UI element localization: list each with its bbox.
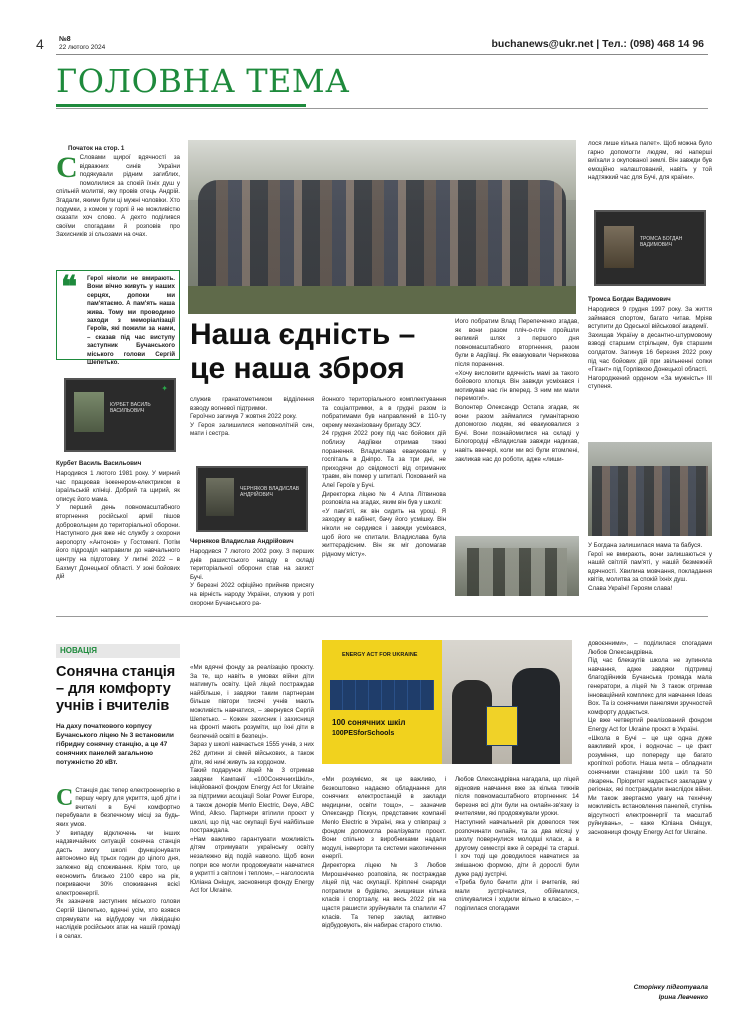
news-col3-text: «Ми розуміємо, як це важливо, і безкоштовно надаємо обладнання для сонячних електростанцій в заклади медицини, освіти тощо», – зазначив Олександр Піскун, представник компанії Menlo Electric в Україні, яка у співпраці з фондом допомогла реалізувати проєкт. Вони спільно з виробниками надали модулі, інвертори та системи накопичення енергії. Директорка ліцею № 3 Любов Мирошніченко розповіла, як постраждав ліцей під час окупації. Кріплені снаряди потрапили в будівлю, знищивши кілька класів і спортзалу, на весь 2022 рік на щастя рашисти зруйнували та спалили 47 класів. Та тепер заклад активно відбудовують, він набирає старого стилю. <box>322 776 446 930</box>
speakers-photo <box>455 536 579 596</box>
photo-figures <box>467 548 567 596</box>
person-right <box>512 668 560 764</box>
page-header <box>32 36 708 52</box>
headline-line2: це наша зброя <box>190 352 405 385</box>
soldier-portrait <box>206 478 234 516</box>
tromsa-text: Народився 9 грудня 1997 року. За життя займався спортом, багато читав. Мріяв вступити до Одеської військової академії. Захищав Україну в десантно-штурмовому взводі старшим стрільцем, був старшим солдатом. Загинув 16 березня 2022 року під час бойових дій при звільненні сопки «Гігант» під Горлівкою Донецької області. Нагороджений орденом «За мужність» III ступеня. <box>588 306 712 391</box>
banner-logo: ENERGY ACT FOR UKRAINE <box>342 652 418 658</box>
section-title-rule <box>56 108 708 109</box>
memorial-plaque-tromsa <box>594 210 706 286</box>
plaque-name: ЧЕРНЯКОВ ВЛАДИСЛАВ АНДРІЙОВИЧ <box>240 486 300 498</box>
news-headline: Сонячна станція – для комфорту учнів і вчителів <box>56 664 176 714</box>
news-col4-text: Любов Олександрівна нагадала, що ліцей відновив навчання вже за кілька тижнів після повномасштабного вторгнення: 14 березня всі діти були на онлайн-зв'язку із вчителями, які продовжували уроки. Наступний навчальний рік довелося теж розпочинати онлайн, та за два місяці у школу повернулися молодші класи, а в другому семестрі вже й середні та старші. І хоч тоді ще доводилося навчатися за змішаною формою, діти й дорослі були дуже раді зустрічі. «Треба було бачити діти і вчителів, які мали зустрічалися, обіймалися, спілкувалися і ходили вільно в класах», – поділилася спогадами <box>455 776 579 912</box>
photo-crowd <box>198 180 566 290</box>
section-title-underline <box>56 104 306 107</box>
photo-ground <box>188 286 576 314</box>
plaque-logo-icon: ✦ <box>161 384 168 393</box>
quote-box <box>56 270 180 367</box>
credit-name: Ірина Левченко <box>658 994 708 1001</box>
news-col5-text: довоєнними», – поділилася спогадами Любов Олександрівна. Під час блекаутів школа не зупиняла навчання, адже завдяки підтримці благодійників Бучанська громада мала генератори, а ліцей № 3 також отримав інноваційний комплекс для навчання Ideas Box. Та із сонячними панелями зручностей комфорту додається. Це вже четвертий реалізований фондом Energy Act for Ukraine проєкт в Україні. «Школа в Бучі – це ще одна дуже важливий крок, і водночас – це факт розуміння, що попереду ще багато кропіткої роботи. Наша мета – обладнати сонячними станціями 100 шкіл та 50 лікарень. Пріоритет надається закладам у регіонах, які постраждали внаслідок війни. Ми також звертаємо увагу на технічну можливість встановлення панелей, ступінь відсутності електроенергії та масштаб руйнувань», – каже Юліана Оніщук, засновниця фонду Energy Act for Ukraine. <box>588 640 712 837</box>
chernyakov-text: Народився 7 лютого 2002 року. З перших днів рашистського нападу в складі територіальної оборони став на захист Бучі. У березні 2022 офіційно прийняв присягу на вірність народу України, служив у роті охорони Бучанського ра- <box>190 548 314 606</box>
news-label: НОВАЦІЯ <box>60 646 97 655</box>
plaque-name: ТРОМСА БОГДАН ВАДИМОВИЧ <box>640 236 683 248</box>
page-number: 4 <box>36 36 44 52</box>
article1-col3-text: йонного територіального комплектування та соціалтримки, а в грудні разом із побратимами був направлений в 110-ту окрему механізовану бригаду ЗСУ. 24 грудня 2022 року під час бойових дій поблизу Авдіївки отримав тяжкі поранення. Владислава евакуювали у госпіталь в Дніпро. Та за три дні, не приходячи до свідомості від отриманих травм, він помер у шпиталі. Похований на Алеї Героїв у Бучі. Директорка ліцею № 4 Алла Літвинова розповіла на згадах, яким він був у школі: «У пам'яті, як він сидить на уроці. Я заходжу в кабінет, бачу його усмішку. Він ніколи не сердився і завжди усміхався, щоб його не спитали. Владислава була життєрадісним. Він як міг допомагав рідному місту». <box>322 396 446 558</box>
tromsa-caption: Тромса Богдан Вадимович <box>588 296 671 303</box>
news-lead: На даху початкового корпусу Бучанського ліцею № 3 встановили гібридну сонячну станцію, а це 47 сонячних панелей загальною потужністю 20 кВт. <box>56 723 174 766</box>
soldier-portrait <box>604 226 634 268</box>
contact-info: buchanews@ukr.net | Тел.: (098) 468 14 96 <box>491 38 704 50</box>
article1-col5-top: лося лише кілька палет». Щоб можна було гарно допомогти людям, які наперші виїхали з окупованої землі. Він завжди був емоційно налаштований, навіть у той надтяжкий час для Бучі, для країни». <box>588 140 712 182</box>
article1-headline <box>190 318 460 386</box>
chernyakov-caption: Черняков Владислав Андрійович <box>190 538 294 545</box>
credit-label: Сторінку підготувала <box>633 984 708 991</box>
news-col2-text: «Ми вдячні фонду за реалізацію проєкту. За те, що навіть в умовах війни діти матимуть освіту. Цей ліцей постраждав найбільше, і завдяки таким партнерам більше півтори тисячі учнів мають можливість навчатися, – звернувся Сергій Шепетько. – Кожен захисник і захисниця на фронті мають розуміти, що їхні діти в безпечній освіті в безпеці». Зараз у школі навчається 1555 учнів, з них 262 дитини зі сімей військових, а також діти, які нині живуть за кордоном. Такий подарунок ліцей № 3 отримав завдяки Кампанії «100СонячнихШкіл», ініційованої фондом Energy Act for Ukraine за підтримки асоціації Solar Power Europe, а також донорів Menlo Electric, Deye, ABC Wind, Alkso. Партнери втілили проєкт у школі, що під час окупації Бучі найбільше постраждала. «Нам важливо гарантувати можливість дітям отримувати українську освіту незалежно від подій навколо. Щоб вони попри все могли продовжувати навчатися в укритті з світлом і теплом», – наголосила Юліана Оніщук, засновниця фонду Energy Act for Ukraine. <box>190 664 314 895</box>
quote-text: Герої ніколи не вмирають. Вони вічно живуть у наших серцях, допоки ми пам'ятаємо. А пам'ять наша жива. Тому ми проводимо заходи з меморіалізації Героїв, які пожили за нами, – сказав під час виступу заступник Бучанського міського голови Сергій Шепетько. <box>87 275 175 367</box>
plaque-name: КУРБЕТ ВАСИЛЬ ВАСИЛЬОВИЧ <box>110 402 151 414</box>
news-label-bar <box>56 644 180 658</box>
solar-banner-photo <box>322 640 442 764</box>
certificate-presentation-photo <box>442 640 572 764</box>
soldier-portrait <box>74 392 104 432</box>
ceremony-group-photo <box>588 442 712 536</box>
dropcap: С <box>56 154 78 184</box>
news-col1-text: С Станція дає тепер електроенергію в першу чергу для укриття, щоб діти і вчителі в Бучі комфортно перебували в безпечному місці за будь-яких умов. У випадку відключень чи інших надзвичайних ситуацій сонячна станція дасть змогу школі функціонувати автономно від трьох годин до цілого дня, залежно від споживання. Крім того, це економить близько 2100 євро на рік, покриваючи 30% споживання всієї електроенергії. Як зазначив заступник міського голови Сергій Шепетько, вдячні усім, хто взявся спрямувати на відбудову чи ліквідацію наслідків російських атак на нашій громаді і в селах. <box>56 784 180 940</box>
memorial-plaque-chernyakov <box>196 466 308 532</box>
memorial-plaque-kurbet <box>64 378 176 452</box>
continued-note: Початок на стор. 1 <box>68 145 125 152</box>
header-rule <box>56 54 708 55</box>
kurbet-text: Народився 1 лютого 1981 року. У мирний час працював інженером-електриком в ізраїльській клініці. Добрий та щирий, як описує його мама. У перший день повномасштабного вторгнення російської армії пішов добровольцем до територіальної оборони. Наступного дня вже ніс службу з охорони аеропорту «Антонов» у Гостомелі. Потім його підрозділ направили до навчального центру на підготовку. У липні 2022 – в Бахмут Донецької області. У зоні бойових дій <box>56 470 180 581</box>
kurbet-caption: Курбет Василь Васильович <box>56 460 142 467</box>
banner-title: 100 сонячних шкіл <box>332 718 406 727</box>
news-divider <box>56 616 708 617</box>
section-title: ГОЛОВНА ТЕМА <box>56 62 350 100</box>
photo-crowd <box>592 466 708 536</box>
certificate <box>486 706 518 746</box>
headline-line1: Наша єдність – <box>190 318 416 351</box>
dropcap: С <box>56 784 74 811</box>
article1-col5-bottom: У Богдана залишилася мама та бабуся. Герої не вмирають, вони залишаються у нашій світлій пам'яті, у нашій безмежній вдячності. Хвилина мовчання, покладання квітів, молитва за спокій їхніх душ. Слава Україні! Героям слава! <box>588 542 712 592</box>
banner-tag: 100PESforSchools <box>332 730 395 737</box>
article1-col4-text: Його побратим Влад Перепеченко згадав, як вони разом пліч-о-пліч пройшли великий шлях з першого дня повномасштабного вторгнення, разом були в Авдіївці. Як евакуювали Чернякова після поранення. «Хочу висловити вдячність мамі за такого бойового хлопця. Він завжди усміхався і мотивував нас гін вперед. З ним ми мали перемоги!». Волонтер Олександр Остапа згадав, як вони разом займалися гуманітарною допомогою людям, які евакуювалися з Бучі. Вони познайомилися на складі у Білогородці «Владислав завжди надихав, навіть ввечері, коли ми всі були втомлені, закликав нас до роботи, адже «лиши- <box>455 318 579 463</box>
article1-col2-top: служив гранатометником відділення взводу вогневої підтримки. Героїчно загинув 7 жовтня 2022 року. У Героя залишилися неповнолітній син, мати і сестра. <box>190 396 314 438</box>
issue-date: 22 лютого 2024 <box>59 44 106 51</box>
quote-icon: ❝ <box>61 271 78 304</box>
issue-number: №8 <box>59 36 71 43</box>
solar-panel-graphic <box>330 680 434 710</box>
article1-col1-text: С Словами щирої вдячності за відважних синів України подякували рідним загиблих, помолилися за спокій їхніх душ у спільній молитві, яку провів отець Андрій. Згадали, якими були ці мужні чоловіки. Хто подумки, з комом у горлі й не можливістю сказати хоч слово. А дехто поділився своїми спогадами й розповів про Захисників зі сльозами на очах. <box>56 154 180 239</box>
memorial-ceremony-photo <box>188 140 576 314</box>
